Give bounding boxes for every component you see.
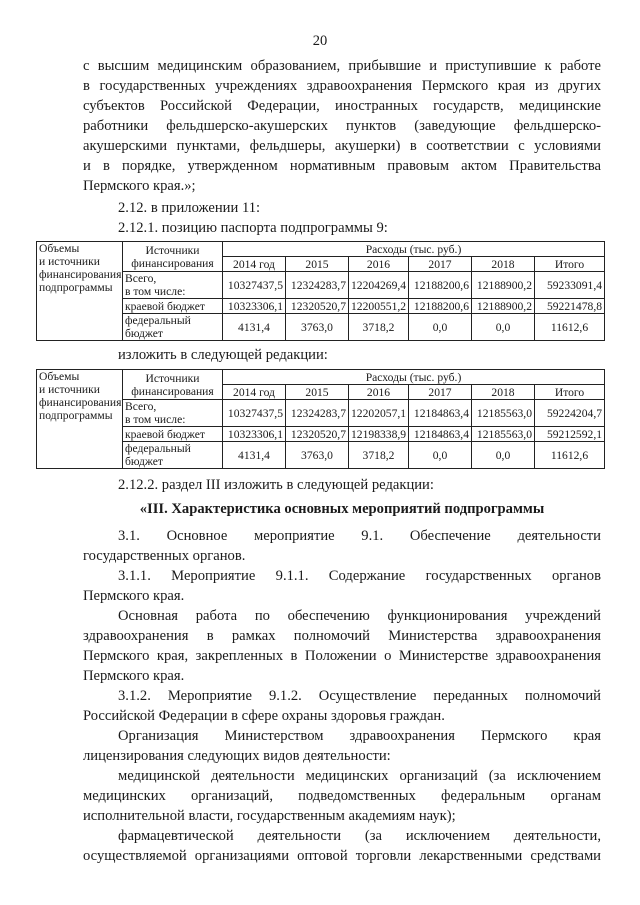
table-row xyxy=(37,272,605,299)
source-header: Источники финансирования xyxy=(123,242,223,272)
value-cell: 0,0 xyxy=(472,314,535,341)
year-header: 2014 год xyxy=(223,385,286,400)
expenses-header: Расходы (тыс. руб.) xyxy=(223,370,605,385)
paragraph-organization xyxy=(83,726,601,766)
year-header: 2016 xyxy=(349,257,409,272)
year-header: 2016 xyxy=(349,385,409,400)
value-cell: 11612,6 xyxy=(535,314,605,341)
value-cell: 12188900,2 xyxy=(472,272,535,299)
year-header: 2017 xyxy=(409,257,472,272)
value-cell: 12184863,4 xyxy=(409,427,472,442)
value-cell: 12202057,1 xyxy=(349,400,409,427)
paragraph-medical xyxy=(83,766,601,826)
source-cell: Всего, в том числе: xyxy=(123,272,223,299)
table-label-cell: Объемы и источники финансирования подпрограммы xyxy=(37,370,123,469)
item-2-12: 2.12. в приложении 11: xyxy=(118,200,261,216)
value-cell: 12200551,2 xyxy=(349,299,409,314)
paragraph-3-1-1 xyxy=(83,566,601,606)
value-cell: 0,0 xyxy=(409,314,472,341)
text-line: в государственных учреждениях здравоохранения Пермского края из других xyxy=(83,78,601,94)
value-cell: 59212592,1 xyxy=(535,427,605,442)
value-cell: 12184863,4 xyxy=(409,400,472,427)
value-cell: 59233091,4 xyxy=(535,272,605,299)
value-cell: 3718,2 xyxy=(349,314,409,341)
value-cell: 59224204,7 xyxy=(535,400,605,427)
section-heading: «III. Характеристика основных мероприятий подпрограммы xyxy=(139,501,545,517)
year-header: 2017 xyxy=(409,385,472,400)
value-cell: 12185563,0 xyxy=(472,427,535,442)
year-header: Итого xyxy=(535,257,605,272)
table-row xyxy=(37,299,605,314)
source-cell: федеральный бюджет xyxy=(123,314,223,341)
text-line: субъектов Российской Федерации, иностранных государств, медицинские xyxy=(83,98,601,114)
value-cell: 12188200,6 xyxy=(409,299,472,314)
year-header: 2018 xyxy=(472,385,535,400)
text-line: и в порядке, утвержденном нормативным правовым актом Правительства xyxy=(83,158,601,174)
value-cell: 59221478,8 xyxy=(535,299,605,314)
source-cell: краевой бюджет xyxy=(123,299,223,314)
table-row xyxy=(37,314,605,341)
table-row xyxy=(37,400,605,427)
expenses-header: Расходы (тыс. руб.) xyxy=(223,242,605,257)
year-header: Итого xyxy=(535,385,605,400)
source-cell: Всего, в том числе: xyxy=(123,400,223,427)
intro-paragraph xyxy=(83,56,601,196)
value-cell: 11612,6 xyxy=(535,442,605,469)
value-cell: 10323306,1 xyxy=(223,299,286,314)
value-cell: 10323306,1 xyxy=(223,427,286,442)
paragraph-3-1 xyxy=(83,526,601,566)
text-line: Пермского края.»; xyxy=(83,178,196,194)
source-header: Источники финансирования xyxy=(123,370,223,400)
value-cell: 0,0 xyxy=(472,442,535,469)
year-header: 2014 год xyxy=(223,257,286,272)
item-2-12-2: 2.12.2. раздел III изложить в следующей редакции: xyxy=(118,477,434,493)
value-cell: 10327437,5 xyxy=(223,400,286,427)
paragraph-pharmaceutical xyxy=(83,826,601,866)
text-line: 3.1. Основное мероприятие 9.1. Обеспечение деятельности xyxy=(118,528,601,544)
source-cell: краевой бюджет xyxy=(123,427,223,442)
value-cell: 12320520,7 xyxy=(286,427,349,442)
table-row xyxy=(37,442,605,469)
text-line: осуществляемой организациями оптовой торговли лекарственными средствами xyxy=(83,848,601,864)
paragraph-3-1-2 xyxy=(83,686,601,726)
value-cell: 12320520,7 xyxy=(286,299,349,314)
value-cell: 12204269,4 xyxy=(349,272,409,299)
text-line: Основная работа по обеспечению функционирования учреждений xyxy=(118,608,601,624)
text-line: фармацевтической деятельности (за исключением деятельности, xyxy=(118,828,601,844)
value-cell: 0,0 xyxy=(409,442,472,469)
financing-table-new xyxy=(36,369,605,469)
text-line: с высшим медицинским образованием, прибывшие и приступившие к работе xyxy=(83,58,601,74)
value-cell: 12324283,7 xyxy=(286,400,349,427)
year-header: 2015 xyxy=(286,257,349,272)
text-line: медицинских организаций, подведомственных федеральным органам xyxy=(83,788,601,804)
value-cell: 3763,0 xyxy=(286,442,349,469)
value-cell: 12198338,9 xyxy=(349,427,409,442)
year-header: 2015 xyxy=(286,385,349,400)
text-line: Организация Министерством здравоохранения Пермского края xyxy=(118,728,601,744)
value-cell: 12185563,0 xyxy=(472,400,535,427)
year-header: 2018 xyxy=(472,257,535,272)
text-line: государственных органов. xyxy=(83,548,246,564)
text-line: медицинской деятельности медицинских организаций (за исключением xyxy=(118,768,601,784)
value-cell: 12324283,7 xyxy=(286,272,349,299)
text-line: Пермского края, закрепленных в Положении о Министерстве здравоохранения xyxy=(83,648,601,664)
value-cell: 4131,4 xyxy=(223,442,286,469)
text-line: Пермского края. xyxy=(83,668,185,684)
item-2-12-1: 2.12.1. позицию паспорта подпрограммы 9: xyxy=(118,220,388,236)
text-line: Российской Федерации в сфере охраны здоровья граждан. xyxy=(83,708,445,724)
value-cell: 12188900,2 xyxy=(472,299,535,314)
replace-text: изложить в следующей редакции: xyxy=(118,347,328,363)
paragraph-main-work xyxy=(83,606,601,686)
financing-table-old xyxy=(36,241,605,341)
table-row xyxy=(37,427,605,442)
source-cell: федеральный бюджет xyxy=(123,442,223,469)
text-line: 3.1.2. Мероприятие 9.1.2. Осуществление переданных полномочий xyxy=(118,688,601,704)
text-line: лицензирования следующих видов деятельности: xyxy=(83,748,391,764)
text-line: здравоохранения в рамках полномочий Министерства здравоохранения xyxy=(83,628,601,644)
value-cell: 4131,4 xyxy=(223,314,286,341)
value-cell: 12188200,6 xyxy=(409,272,472,299)
value-cell: 3718,2 xyxy=(349,442,409,469)
text-line: работники фельдшерско-акушерских пунктов (заведующие фельдшерско- xyxy=(83,118,601,134)
text-line: акушерскими пунктами, фельдшеры, акушерки) в соответствии с условиями xyxy=(83,138,601,154)
text-line: Пермского края. xyxy=(83,588,185,604)
value-cell: 3763,0 xyxy=(286,314,349,341)
text-line: исполнительной власти, государственным академиям наук); xyxy=(83,808,456,824)
value-cell: 10327437,5 xyxy=(223,272,286,299)
page-number: 20 xyxy=(312,33,328,49)
text-line: 3.1.1. Мероприятие 9.1.1. Содержание государственных органов xyxy=(118,568,601,584)
table-label-cell: Объемы и источники финансирования подпрограммы xyxy=(37,242,123,341)
